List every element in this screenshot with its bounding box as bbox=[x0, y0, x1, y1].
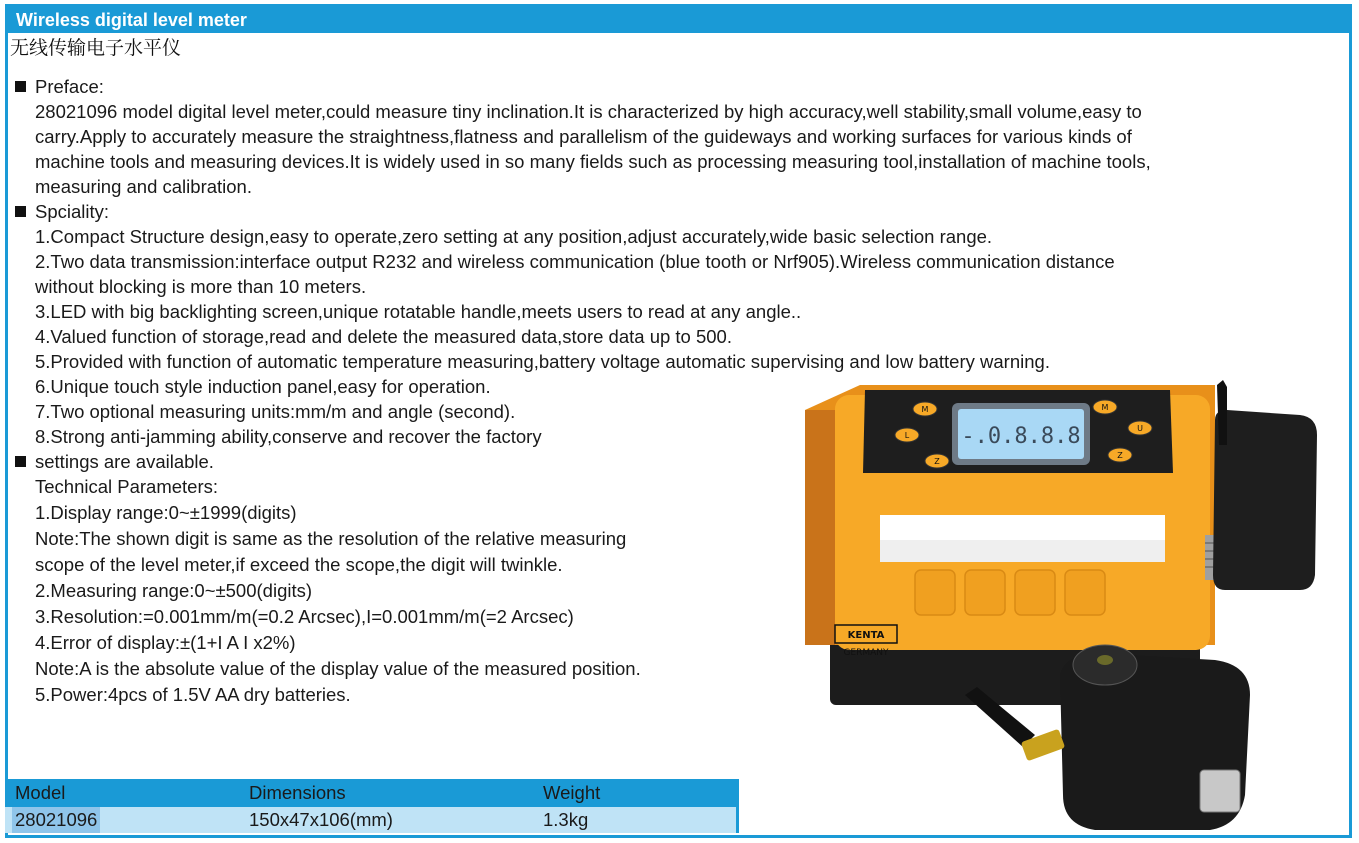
technical-line: 2.Measuring range:0~±500(digits) bbox=[35, 580, 313, 601]
transmitter-module bbox=[1213, 410, 1317, 590]
speciality-line: without blocking is more than 10 meters. bbox=[35, 276, 367, 297]
button-z-label: Z bbox=[934, 457, 940, 466]
button-l-label: L bbox=[904, 431, 910, 440]
technical-line: 3.Resolution:=0.001mm/m(=0.2 Arcsec),I=0.001mm/m(=2 Arcsec) bbox=[35, 606, 574, 627]
preface-line: 28021096 model digital level meter,could measure tiny inclination.It is characterized by high accuracy,well stability,small volume,easy to bbox=[35, 101, 1142, 122]
page-title: Wireless digital level meter bbox=[8, 7, 1349, 33]
weight-cell: 1.3kg bbox=[543, 809, 589, 830]
speciality-line: 3.LED with big backlighting screen,unique rotatable handle,meets users to read at any angle.. bbox=[35, 301, 802, 322]
speciality-line: 7.Two optional measuring units:mm/m and angle (second). bbox=[35, 401, 516, 422]
preface-heading: Preface: bbox=[12, 74, 1332, 99]
brand-country: GERMANY bbox=[843, 648, 889, 658]
model-cell: 28021096 bbox=[12, 807, 100, 833]
digital-level-meter-image bbox=[795, 375, 1330, 835]
button-z2-label: Z bbox=[1117, 451, 1123, 460]
preface-line: machine tools and measuring devices.It is widely used in so many fields such as processing measuring tool,installation of machine tools, bbox=[35, 151, 1151, 172]
button-u-label: U bbox=[1137, 424, 1143, 433]
speciality-line: 1.Compact Structure design,easy to operate,zero setting at any position,adjust accurately,wide basic selection range. bbox=[35, 226, 993, 247]
technical-heading: Technical Parameters: bbox=[35, 476, 219, 497]
speciality-line: 4.Valued function of storage,read and delete the measured data,store data up to 500. bbox=[35, 326, 732, 347]
technical-line: 1.Display range:0~±1999(digits) bbox=[35, 502, 297, 523]
brand-logo: KENTA bbox=[847, 630, 885, 641]
speciality-line: 2.Two data transmission:interface output R232 and wireless communication (blue tooth or Nrf905).Wireless communication distance bbox=[35, 251, 1115, 272]
column-header-weight: Weight bbox=[543, 782, 601, 803]
dimensions-cell: 150x47x106(mm) bbox=[249, 809, 393, 830]
usb-connector bbox=[1200, 770, 1240, 812]
speciality-line: 8.Strong anti-jamming ability,conserve and recover the factory bbox=[35, 426, 542, 447]
column-header-dimensions: Dimensions bbox=[249, 782, 346, 803]
table-header-row bbox=[5, 779, 739, 807]
square-bullet-icon bbox=[15, 81, 26, 92]
square-bullet-icon bbox=[15, 206, 26, 217]
spec-table bbox=[5, 779, 739, 833]
technical-line: 5.Power:4pcs of 1.5V AA dry batteries. bbox=[35, 684, 351, 705]
technical-line: 4.Error of display:±(1+I A I x2%) bbox=[35, 632, 296, 653]
preface-line: carry.Apply to accurately measure the straightness,flatness and parallelism of the guideways and working surfaces for various kinds of bbox=[35, 126, 1132, 147]
speciality-line: 5.Provided with function of automatic temperature measuring,battery voltage automatic supervising and low battery warning. bbox=[35, 351, 1050, 372]
technical-line: Note:The shown digit is same as the resolution of the relative measuring bbox=[35, 528, 627, 549]
technical-bullet-line: settings are available. bbox=[12, 449, 1332, 474]
button-m2-label: M bbox=[1101, 403, 1109, 412]
lcd-reading: -.0.8.8.8 bbox=[961, 424, 1081, 449]
button-m-label: M bbox=[921, 405, 929, 414]
chinese-title: 无线传输电子水平仪 bbox=[10, 38, 182, 59]
table-row bbox=[5, 807, 739, 833]
column-header-model: Model bbox=[15, 782, 66, 803]
speciality-heading: Spciality: bbox=[12, 199, 1332, 224]
preface-line: measuring and calibration. bbox=[35, 176, 252, 197]
technical-line: scope of the level meter,if exceed the scope,the digit will twinkle. bbox=[35, 554, 563, 575]
technical-line: Note:A is the absolute value of the display value of the measured position. bbox=[35, 658, 641, 679]
square-bullet-icon bbox=[15, 456, 26, 467]
speciality-line: 6.Unique touch style induction panel,easy for operation. bbox=[35, 376, 491, 397]
